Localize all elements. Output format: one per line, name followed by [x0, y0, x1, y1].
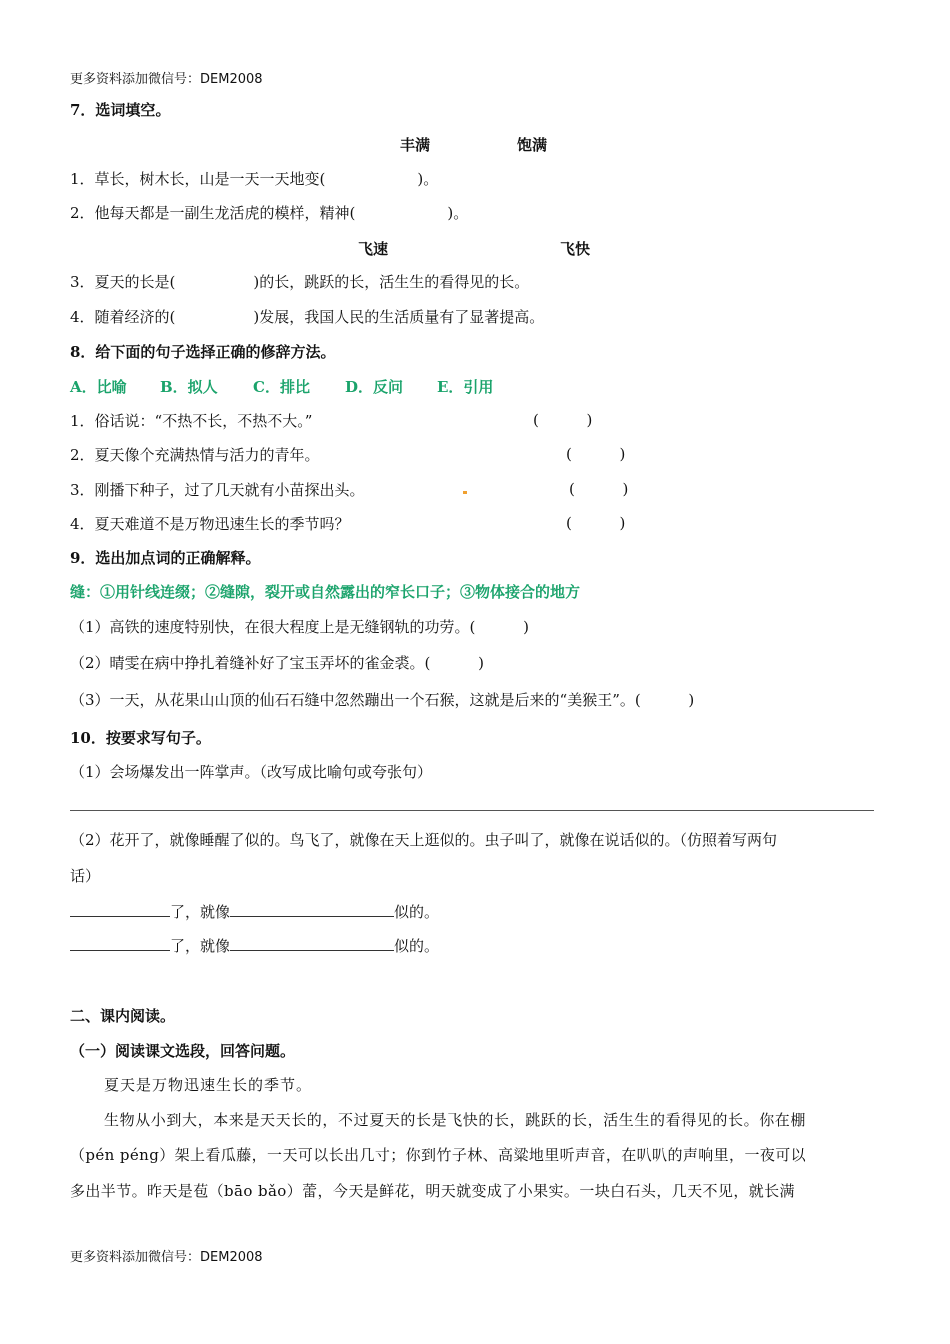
q7-item-1-end: )。	[417, 170, 439, 188]
q7-item-1-text: 1．草长，树木长，山是一天一天地变(	[70, 170, 326, 188]
q9-item-2: （2）晴雯在病中挣扎着缝补好了宝玉弄坏的雀金裘。( )	[70, 654, 484, 672]
page-header: 更多资料添加微信号：DEM2008	[70, 72, 263, 87]
q10-item-2-cont: 话）	[70, 867, 101, 885]
q9-definition: 缝：①用针线连缀；②缝隙，裂开或自然露出的窄长口子；③物体接合的地方	[70, 583, 581, 601]
q7-word-1: 丰满	[400, 136, 431, 154]
q7-title: 7．选词填空。	[70, 101, 171, 119]
q7-item-2	[70, 203, 468, 223]
section2-title: 二、课内阅读。	[70, 1007, 176, 1025]
q7-item-2-text: 2．他每天都是一副生龙活虎的模样，精神(	[70, 204, 356, 222]
q8-option-a: A．比喻	[70, 378, 127, 396]
q8-title: 8．给下面的句子选择正确的修辞方法。	[70, 343, 336, 361]
answer-line[interactable]	[70, 810, 874, 811]
q7-item-4-text: 4．随着经济的(	[70, 308, 176, 326]
q8-item-1: 1．俗话说：“不热不长，不热不大。”	[70, 412, 313, 430]
q7-item-3-text: 3．夏天的长是(	[70, 273, 176, 291]
passage-line-1: 夏天是万物迅速生长的季节。	[104, 1076, 313, 1094]
q7-item-1	[70, 169, 438, 189]
fill-mid-text: 了，就像	[170, 937, 231, 955]
q10-fill-line-2	[70, 936, 439, 956]
fill-end-text: 似的。	[394, 937, 440, 955]
fill-blank[interactable]	[230, 936, 394, 951]
page-footer: 更多资料添加微信号：DEM2008	[70, 1250, 263, 1265]
q9-item-1: （1）高铁的速度特别快，在很大程度上是无缝钢轨的功劳。( )	[70, 618, 529, 636]
q8-answer-paren-3: ( )	[569, 480, 629, 498]
q10-fill-line-1	[70, 902, 439, 922]
q7-item-3	[70, 272, 529, 292]
q8-item-2: 2．夏天像个充满热情与活力的青年。	[70, 446, 320, 464]
q7-item-4-end: )发展，我国人民的生活质量有了显著提高。	[253, 308, 545, 326]
q10-title: 10．按要求写句子。	[70, 729, 211, 747]
q8-answer-paren-4: ( )	[566, 514, 626, 532]
q9-title: 9．选出加点词的正确解释。	[70, 549, 261, 567]
q7-word-3: 飞速	[358, 240, 389, 258]
q8-option-e: E．引用	[437, 378, 494, 396]
fill-blank[interactable]	[70, 936, 170, 951]
q7-item-3-end: )的长，跳跃的长，活生生的看得见的长。	[253, 273, 530, 291]
passage-line-3: （pén péng）架上看瓜藤，一天可以长出几寸；你到竹子林、高粱地里听声音，在叭叭的声响里，一夜可以	[70, 1146, 807, 1164]
q8-answer-paren-2: ( )	[566, 445, 626, 463]
q7-word-4: 飞快	[560, 240, 591, 258]
section2-subtitle: （一）阅读课文选段，回答问题。	[70, 1042, 296, 1060]
q8-item-3: 3．刚播下种子，过了几天就有小苗探出头。	[70, 481, 365, 499]
q7-item-4	[70, 307, 544, 327]
q8-option-b: B．拟人	[160, 378, 218, 396]
q10-item-2: （2）花开了，就像睡醒了似的。鸟飞了，就像在天上逛似的。虫子叫了，就像在说话似的。（仿照着写两句	[70, 831, 778, 849]
q7-item-2-end: )。	[447, 204, 469, 222]
fill-end-text: 似的。	[394, 903, 440, 921]
orange-mark	[463, 491, 467, 494]
q7-word-2: 饱满	[517, 136, 548, 154]
q10-item-1: （1）会场爆发出一阵掌声。（改写成比喻句或夸张句）	[70, 763, 433, 781]
passage-line-2: 生物从小到大，本来是天天长的，不过夏天的长是飞快的长，跳跃的长，活生生的看得见的长。你在棚	[104, 1111, 807, 1129]
q8-item-4: 4．夏天难道不是万物迅速生长的季节吗？	[70, 515, 350, 533]
q9-item-3: （3）一天，从花果山山顶的仙石石缝中忽然蹦出一个石猴，这就是后来的“美猴王”。( )	[70, 691, 695, 709]
q8-option-c: C．排比	[253, 378, 310, 396]
passage-line-4: 多出半节。昨天是苞（bāo bǎo）蕾，今天是鲜花，明天就变成了小果实。一块白石头，几天不见，就长满	[70, 1182, 795, 1200]
fill-blank[interactable]	[230, 902, 394, 917]
q8-answer-paren-1: ( )	[533, 411, 593, 429]
fill-blank[interactable]	[70, 902, 170, 917]
fill-mid-text: 了，就像	[170, 903, 231, 921]
q8-option-d: D．反问	[345, 378, 404, 396]
